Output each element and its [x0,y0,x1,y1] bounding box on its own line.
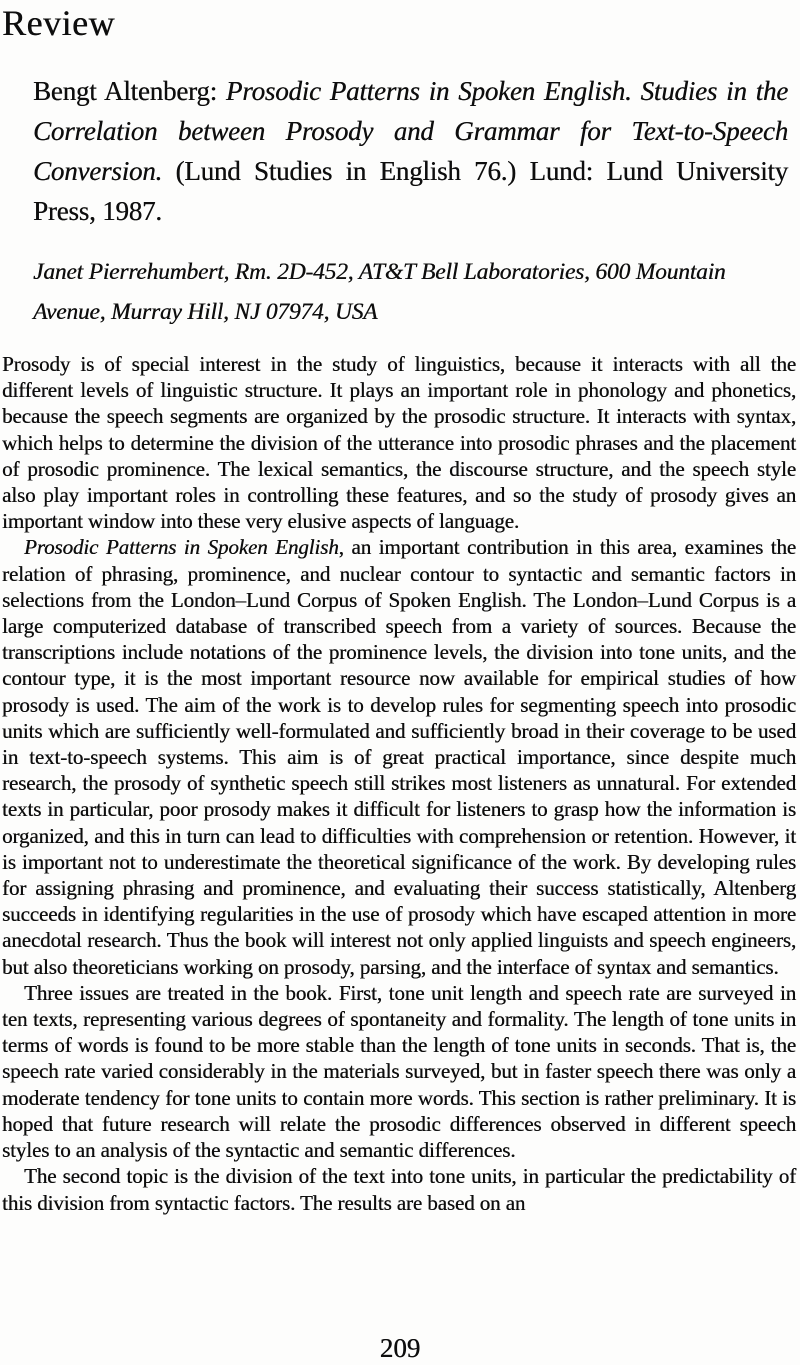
paragraph [2,1163,796,1215]
paragraph [2,980,796,1163]
text-run: The second topic is the division of the text into tone units, in particular the predictability of this division from syntactic factors. The results are based on an [2,1164,796,1215]
section-title: Review [2,3,115,43]
text-run: Prosody is of special interest in the study of linguistics, because it interacts with all the different levels of linguistic structure. It plays an important role in phonology and phonetics, because the speech segments are organized by the prosodic structure. It interacts with syntax, which helps to determine the division of the utterance into prosodic phrases and the placement of prosodic prominence. The lexical semantics, the discourse structure, and the speech style also play important roles in controlling these features, and so the study of prosody gives an important window into these very elusive aspects of language. [2,352,796,534]
text-run: Bengt Altenberg: [33,76,226,106]
body-text [2,351,796,1216]
paragraph [2,351,796,534]
reviewer-byline: Janet Pierrehumbert, Rm. 2D-452, AT&T Bell Laboratories, 600 Mountain Avenue, Murray Hill, NJ 07974, USA [33,259,726,325]
paragraph [2,534,796,979]
book-citation [33,71,788,231]
text-run: (Lund Studies in English 76.) Lund: Lund University Press, 1987. [33,156,788,226]
italic-text-run: Prosodic Patterns in Spoken English. Studies in the Correlation between Prosody and Grammar for Text-to-Speech Conversion. [33,76,788,186]
page-number: 209 [379,1333,421,1363]
italic-text-run: Prosodic Patterns in Spoken English [24,535,339,560]
text-run: , an important contribution in this area, examines the relation of phrasing, prominence, and nuclear contour to syntactic and semantic factors in selections from the London–Lund Corpus of Spoken English. The London–Lund Corpus is a large computerized database of transcribed speech from a variety of sources. Because the transcriptions include notations of the prominence levels, the division into tone units, and the contour type, it is the most important resource now available for empirical studies of how prosody is used. The aim of the work is to develop rules for segmenting speech into prosodic units which are sufficiently well-formulated and sufficiently broad in their coverage to be used in text-to-speech systems. This aim is of great practical importance, since despite much research, the prosody of synthetic speech still strikes most listeners as unnatural. For extended texts in particular, poor prosody makes it difficult for listeners to grasp how the information is organized, and this in turn can lead to difficulties with comprehension or retention. However, it is important not to underestimate the theoretical significance of the work. By developing rules for assigning phrasing and prominence, and evaluating their success statistically, Altenberg succeeds in identifying regularities in the use of prosody which have escaped attention in more anecdotal research. Thus the book will interest not only applied linguists and speech engineers, but also theoreticians working on prosody, parsing, and the interface of syntax and semantics. [2,535,796,979]
text-run: Three issues are treated in the book. First, tone unit length and speech rate are surveyed in ten texts, representing various degrees of spontaneity and formality. The length of tone units in terms of words is found to be more stable than the length of tone units in seconds. That is, the speech rate varied considerably in the materials surveyed, but in faster speech there was only a moderate tendency for tone units to contain more words. This section is rather preliminary. It is hoped that future research will relate the prosodic differences observed in different speech styles to an analysis of the syntactic and semantic differences. [2,980,796,1163]
